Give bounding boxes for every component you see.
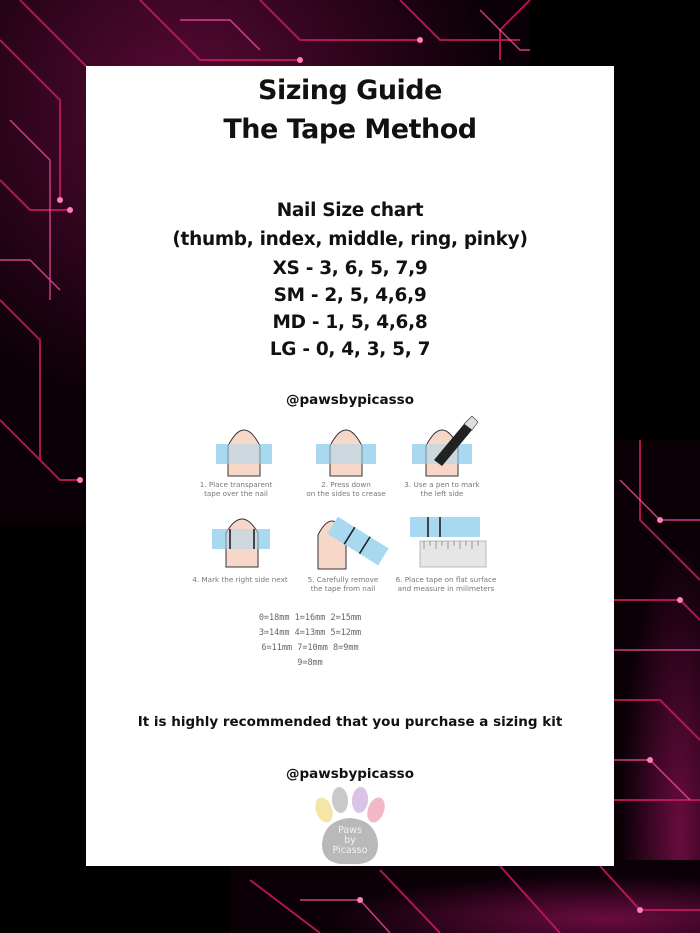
step-6-ruler-illustration [410,517,486,567]
size-row-lg: LG - 0, 4, 3, 5, 7 [269,339,431,360]
step-3-nail-illustration [412,416,478,476]
steps-row-2-illustration [198,511,498,573]
handle-top: @pawsbypicasso [286,392,414,408]
title-line-1: Sizing Guide [258,75,442,106]
step-4-nail-illustration [212,519,270,567]
step-1-nail-illustration [216,430,272,476]
size-row-md: MD - 1, 5, 4,6,8 [272,312,428,333]
sizing-kit-recommendation: It is highly recommended that you purchase a sizing kit [137,714,563,730]
logo-text-line-3: Picasso [332,845,368,856]
measurement-line: 0=18mm 1=16mm 2=15mm [258,613,362,623]
size-chart-heading: Nail Size chart [276,200,424,221]
measurement-line: 6=11mm 7=10mm 8=9mm [261,643,359,653]
size-row-xs: XS - 3, 6, 5, 7,9 [272,258,428,279]
step-1-caption: 1. Place transparent tape over the nail [199,480,273,498]
handle-bottom: @pawsbypicasso [286,766,414,782]
step-3-caption: 3. Use a pen to mark the left side [404,480,480,498]
size-row-sm: SM - 2, 5, 4,6,9 [273,285,427,306]
step-6-caption: 6. Place tape on flat surface and measure in milimeters [395,575,497,593]
step-4-caption: 4. Mark the right side next [192,575,288,584]
measurement-line: 9=8mm [297,658,323,668]
title-line-2: The Tape Method [223,114,477,145]
logo-text-line-2: by [344,835,356,846]
step-2-caption: 2. Press down on the sides to crease [306,480,386,498]
size-chart-order: (thumb, index, middle, ring, pinky) [172,229,528,250]
sizing-guide-card [86,66,614,866]
paws-by-picasso-logo [304,780,396,872]
logo-text-line-1: Paws [338,825,362,836]
step-2-nail-illustration [316,430,376,476]
step-5-caption: 5. Carefully remove the tape from nail [307,575,379,593]
step-5-nail-illustration [318,517,389,569]
measurement-line: 3=14mm 4=13mm 5=12mm [258,628,362,638]
